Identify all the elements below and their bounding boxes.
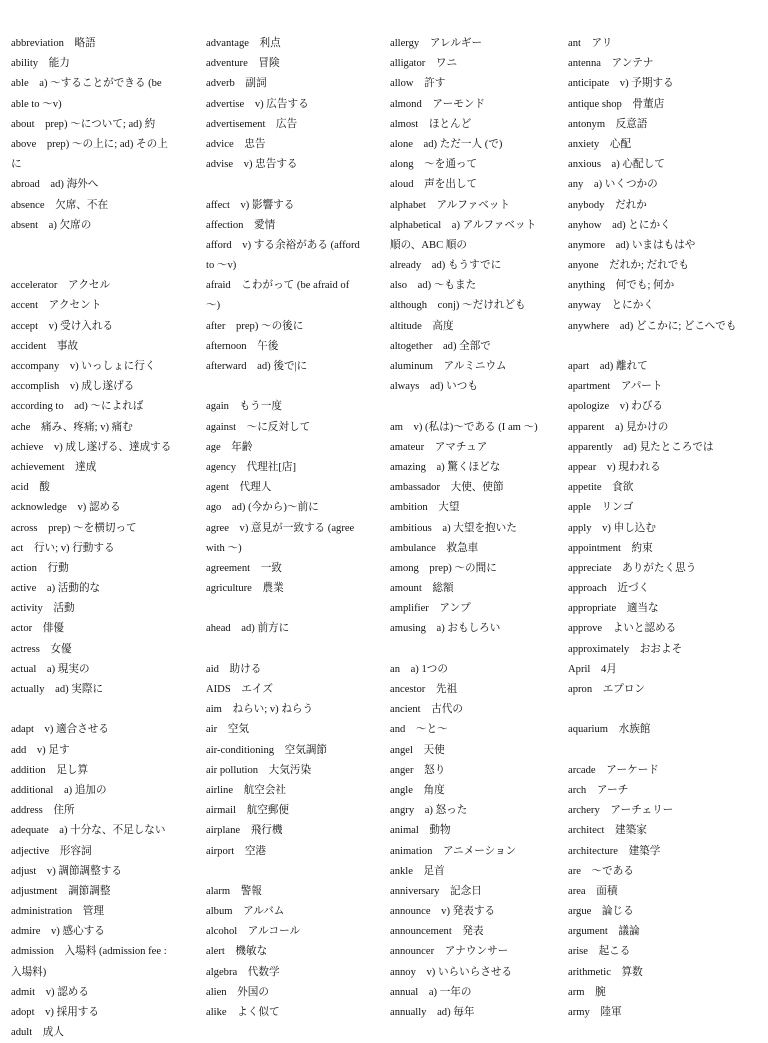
vocab-entry-line: approach 近づく	[568, 583, 650, 595]
vocab-entry-line: accident 事故	[11, 340, 79, 352]
vocab-entry-line: adventure 冒険	[206, 58, 280, 70]
vocab-entry-line: anniversary 記念日	[390, 885, 482, 897]
vocab-entry-line	[206, 640, 386, 660]
vocab-entry-line: again もう一度	[206, 401, 282, 413]
vocab-entry-line: anticipate v) 予期する	[568, 78, 674, 90]
vocab-entry-line: amusing a) おもしろい	[390, 623, 501, 635]
vocab-entry-line: apple リンゴ	[568, 502, 634, 514]
vocab-entry-line: airport 空港	[206, 845, 267, 857]
vocab-entry-line: appropriate 適当な	[568, 603, 659, 615]
vocab-entry-line: adjective 形容詞	[11, 845, 92, 857]
vocab-entry-line: annoy v) いらいらさせる	[390, 966, 513, 978]
vocab-entry-line: already ad) もうすでに	[390, 260, 502, 272]
vocab-entry-line: architect 建築家	[568, 825, 647, 837]
vocab-entry-line: apply v) 申し込む	[568, 522, 656, 534]
vocab-entry-line: alone ad) ただ一人 (で)	[390, 138, 503, 150]
vocab-entry-line: action 行動	[11, 562, 69, 574]
vocab-entry-line: acid 酸	[11, 482, 50, 494]
vocab-entry-line: advice 忠告	[206, 138, 266, 150]
vocab-entry-line: aquarium 水族館	[568, 724, 651, 736]
vocab-entry-line: actual a) 現実の	[11, 663, 90, 675]
vocab-entry-line: address 住所	[11, 805, 75, 817]
vocab-entry-line: accent アクセント	[11, 300, 102, 312]
vocab-entry-line: accompany v) いっしょに行く	[11, 361, 156, 372]
vocab-entry-line: animal 動物	[390, 825, 451, 837]
vocab-entry-line: admit v) 認める	[11, 986, 89, 998]
vocab-entry-line: antique shop 骨董店	[568, 98, 665, 110]
vocab-entry-line: affection 愛情	[206, 219, 276, 231]
vocab-entry-line: alcohol アルコール	[206, 926, 301, 938]
vocab-entry-line: and ～と～	[390, 724, 448, 736]
vocab-entry-line: ancestor 先祖	[390, 684, 458, 695]
vocab-entry-line: additional a) 追加の	[11, 784, 107, 796]
vocab-entry-line: aloud 声を出して	[390, 179, 478, 191]
vocab-entry-line: ache 痛み、疼痛; v) 痛む	[11, 421, 133, 433]
vocab-entry-line: apologize v) わびる	[568, 401, 664, 413]
vocab-entry-line: arch アーチ	[568, 784, 629, 796]
vocab-entry-line: alike よく似て	[206, 1007, 280, 1018]
vocab-entry-line: agriculture 農業	[206, 583, 284, 595]
vocab-entry-line: aid 助ける	[206, 663, 262, 675]
vocab-entry-line: air pollution 大気汚染	[206, 764, 312, 776]
vocab-entry-line	[11, 256, 193, 276]
vocab-entry-line: able a) ～することができる (be	[11, 78, 162, 90]
vocab-entry-line	[206, 862, 386, 882]
vocab-entry-line: addition 足し算	[11, 764, 89, 776]
vocab-entry-line: advertise v) 広告する	[206, 98, 309, 110]
vocab-entry-line: adverb 副詞	[206, 78, 267, 90]
vocab-entry-line: anybody だれか	[568, 199, 647, 211]
vocab-entry-line: arcade アーケード	[568, 764, 659, 776]
vocab-entry-line: with ～)	[206, 542, 242, 554]
word-column-3	[390, 34, 562, 1023]
vocab-entry-line: altitude 高度	[390, 320, 454, 332]
vocab-entry-line: are ～である	[568, 865, 634, 877]
vocab-entry-line: annually ad) 毎年	[390, 1007, 475, 1018]
vocab-entry-line: afraid こわがって (be afraid of	[206, 280, 350, 292]
vocab-entry-line: alert 機敏な	[206, 946, 268, 958]
vocab-entry-line: AIDS エイズ	[206, 684, 273, 695]
vocab-entry-line: adjust v) 調節調整する	[11, 865, 122, 877]
vocab-entry-line: advantage 利点	[206, 38, 281, 49]
vocab-entry-line: absence 欠席、不在	[11, 199, 109, 211]
vocab-entry-line: an a) 1つの	[390, 663, 448, 675]
vocab-entry-line: anywhere ad) どこかに; どこへでも	[568, 320, 737, 332]
vocab-entry-line: actually ad) 実際に	[11, 684, 104, 695]
vocab-entry-line	[206, 175, 386, 195]
vocab-entry-line: anxious a) 心配して	[568, 159, 665, 171]
vocab-entry-line: across prep) ～を横切って	[11, 522, 137, 534]
vocab-entry-line: any a) いくつかの	[568, 179, 658, 191]
vocab-entry-line: accelerator アクセル	[11, 280, 111, 292]
vocab-entry-line: abbreviation 略語	[11, 38, 96, 49]
vocab-entry-line: apartment アパート	[568, 381, 663, 393]
vocab-entry-line: able to ～v)	[11, 98, 62, 110]
vocab-entry-line: appetite 食欲	[568, 482, 634, 494]
vocab-entry-line: angel 天使	[390, 744, 445, 756]
vocab-entry-line: argue 論じる	[568, 906, 634, 918]
vocab-entry-line	[568, 741, 764, 761]
vocab-entry-line: although conj) ～だけれども	[390, 300, 526, 312]
vocab-entry-line: amazing a) 驚くほどな	[390, 461, 501, 473]
vocab-entry-line: arithmetic 算数	[568, 966, 643, 978]
vocab-entry-line: abroad ad) 海外へ	[11, 179, 99, 191]
vocab-entry-line: to ～v)	[206, 260, 237, 272]
vocab-entry-line: alarm 警報	[206, 885, 262, 897]
vocab-entry-line: administration 管理	[11, 906, 104, 918]
vocab-entry-line: aluminum アルミニウム	[390, 361, 507, 372]
vocab-entry-line: amplifier アンプ	[390, 603, 471, 615]
vocab-entry-line: alphabetical a) アルファベット	[390, 219, 537, 231]
vocab-entry-line: against ～に反対して	[206, 421, 311, 433]
vocab-entry-line: also ad) ～もまた	[390, 280, 477, 292]
vocab-entry-line: arm 腕	[568, 986, 606, 998]
vocab-entry-line: に	[11, 159, 22, 171]
vocab-entry-line: adopt v) 採用する	[11, 1007, 99, 1018]
vocab-entry-line: above prep) ～の上に; ad) その上	[11, 138, 168, 150]
vocab-entry-line: ambition 大望	[390, 502, 460, 514]
vocab-entry-line: admire v) 感心する	[11, 926, 105, 938]
vocab-entry-line: ambitious a) 大望を抱いた	[390, 522, 517, 534]
vocab-entry-line: adapt v) 適合させる	[11, 724, 109, 736]
vocab-entry-line: ant アリ	[568, 38, 613, 49]
vocab-entry-line: architecture 建築学	[568, 845, 661, 857]
vocab-entry-line: agree v) 意見が一致する (agree	[206, 522, 355, 534]
vocab-entry-line: accomplish v) 成し遂げる	[11, 381, 135, 393]
vocab-entry-line: 入場料)	[11, 966, 47, 978]
vocab-entry-line: alligator ワニ	[390, 58, 458, 70]
vocab-entry-line	[11, 236, 193, 256]
vocab-entry-line	[568, 700, 764, 720]
vocab-entry-line: anyone だれか; だれでも	[568, 260, 689, 272]
vocab-entry-line: algebra 代数学	[206, 966, 280, 978]
vocab-entry-line: allow 許す	[390, 78, 446, 90]
vocab-entry-line: airmail 航空郵便	[206, 805, 289, 817]
vocab-entry-line: anymore ad) いまはもはや	[568, 239, 696, 251]
vocab-entry-line: announce v) 発表する	[390, 906, 496, 918]
word-column-4	[568, 34, 764, 1023]
vocab-entry-line	[206, 599, 386, 619]
vocab-entry-line: absent a) 欠席の	[11, 219, 92, 231]
vocab-entry-line: am v) (私は)～である (I am ～)	[390, 421, 538, 433]
vocab-entry-line: ancient 古代の	[390, 704, 463, 716]
vocab-entry-line: approximately おおよそ	[568, 643, 683, 655]
vocab-entry-line: always ad) いつも	[390, 381, 478, 393]
vocab-entry-line: agreement 一致	[206, 562, 282, 574]
vocab-entry-line: apron エプロン	[568, 684, 646, 695]
vocab-entry-line: aim ねらい; v) ねらう	[206, 704, 314, 716]
vocab-entry-line: alphabet アルファベット	[390, 199, 510, 211]
vocab-entry-line: afford v) する余裕がある (afford	[206, 239, 360, 251]
vocab-entry-line	[11, 700, 193, 720]
vocab-entry-line: age 年齢	[206, 441, 253, 453]
vocab-entry-line: acknowledge v) 認める	[11, 502, 121, 514]
vocab-entry-line: act 行い; v) 行動する	[11, 542, 115, 554]
vocab-entry-line: 順の、ABC 順の	[390, 239, 467, 251]
vocab-entry-line: appear v) 現われる	[568, 461, 661, 473]
vocab-entry-line: achievement 達成	[11, 461, 97, 473]
vocab-entry-line: approve よいと認める	[568, 623, 677, 635]
vocab-entry-line: appointment 約束	[568, 542, 653, 554]
vocab-entry-line: ambassador 大使、使節	[390, 482, 504, 494]
vocab-entry-line: area 面積	[568, 885, 618, 897]
vocab-entry-line: actress 女優	[11, 643, 72, 655]
vocab-entry-line: ability 能力	[11, 58, 70, 70]
vocab-entry-line: antonym 反意語	[568, 118, 648, 130]
vocab-entry-line: announcement 発表	[390, 926, 484, 938]
vocab-entry-line: angle 角度	[390, 784, 445, 796]
vocab-entry-line: advertisement 広告	[206, 118, 298, 130]
vocab-entry-line: advise v) 忠告する	[206, 159, 298, 171]
vocab-entry-line: announcer アナウンサー	[390, 946, 509, 958]
vocab-entry-line	[206, 377, 386, 397]
vocab-entry-line: arise 起こる	[568, 946, 631, 958]
vocab-entry-line: after prep) ～の後に	[206, 320, 304, 332]
word-column-1	[11, 34, 193, 1043]
vocab-entry-line: anyway とにかく	[568, 300, 654, 312]
vocab-entry-line: anxiety 心配	[568, 138, 631, 150]
vocab-entry-line: apart ad) 離れて	[568, 361, 648, 372]
vocab-entry-line: anger 怒り	[390, 764, 446, 776]
vocab-entry-line: accept v) 受け入れる	[11, 320, 114, 332]
vocab-entry-line: animation アニメーション	[390, 845, 517, 857]
vocab-entry-line	[390, 640, 562, 660]
vocab-entry-line: almost ほとんど	[390, 118, 472, 130]
vocab-entry-line: airline 航空会社	[206, 784, 287, 796]
vocab-entry-line: allergy アレルギー	[390, 38, 483, 49]
vocab-entry-line: airplane 飛行機	[206, 825, 283, 837]
vocab-entry-line: add v) 足す	[11, 744, 70, 756]
vocab-entry-line: antenna アンテナ	[568, 58, 654, 70]
vocab-entry-line: ahead ad) 前方に	[206, 623, 290, 635]
vocab-entry-line: agent 代理人	[206, 482, 272, 494]
vocab-entry-line: adjustment 調節調整	[11, 885, 111, 897]
vocab-entry-line: appreciate ありがたく思う	[568, 562, 697, 574]
vocab-entry-line: afterward ad) 後で|に	[206, 361, 308, 372]
vocab-entry-line: annual a) 一年の	[390, 986, 472, 998]
vocab-entry-line: apparent a) 見かけの	[568, 421, 669, 433]
vocab-entry-line: army 陸軍	[568, 1007, 622, 1018]
vocab-entry-line: anyhow ad) とにかく	[568, 219, 671, 231]
vocab-entry-line: adult 成人	[11, 1027, 64, 1039]
vocab-entry-line	[390, 397, 562, 417]
vocab-entry-line: about prep) ～について; ad) 約	[11, 118, 156, 130]
vocab-entry-line: achieve v) 成し遂げる、達成する	[11, 441, 172, 453]
word-column-2	[206, 34, 386, 1023]
vocab-entry-line: alien 外国の	[206, 986, 269, 998]
vocab-entry-line: activity 活動	[11, 603, 75, 615]
vocab-entry-line: affect v) 影響する	[206, 199, 295, 211]
vocab-entry-line: among prep) ～の間に	[390, 562, 497, 574]
vocab-entry-line: ago ad) (今から)～前に	[206, 502, 319, 514]
vocab-entry-line: apparently ad) 見たところでは	[568, 441, 714, 453]
vocab-entry-line: argument 議論	[568, 926, 640, 938]
vocab-entry-line: air 空気	[206, 724, 249, 736]
vocab-entry-line	[568, 337, 764, 357]
vocab-entry-line: almond アーモンド	[390, 98, 486, 110]
vocab-entry-line: album アルバム	[206, 906, 285, 918]
vocab-entry-line: amateur アマチュア	[390, 441, 488, 453]
vocab-entry-line: anything 何でも; 何か	[568, 280, 675, 292]
vocab-entry-line: along ～を通って	[390, 159, 478, 171]
vocab-entry-line: April 4月	[568, 663, 617, 675]
vocab-entry-line: archery アーチェリー	[568, 805, 674, 817]
vocab-entry-line: ～)	[206, 300, 221, 312]
vocab-entry-line: angry a) 怒った	[390, 805, 468, 817]
vocab-entry-line: admission 入場料 (admission fee :	[11, 946, 167, 958]
vocab-entry-line: actor 俳優	[11, 623, 64, 635]
vocab-entry-line: ankle 足首	[390, 865, 445, 877]
vocab-entry-line: according to ad) ～によれば	[11, 401, 144, 413]
vocab-entry-line: active a) 活動的な	[11, 583, 101, 595]
vocab-entry-line: adequate a) 十分な、不足しない	[11, 825, 166, 837]
vocab-entry-line: amount 総額	[390, 583, 454, 595]
vocab-entry-line: air-conditioning 空気調節	[206, 744, 328, 756]
vocab-entry-line: afternoon 午後	[206, 340, 279, 352]
vocab-entry-line: altogether ad) 全部で	[390, 340, 491, 352]
vocab-entry-line: agency 代理社[店]	[206, 461, 297, 473]
vocab-entry-line: ambulance 救急車	[390, 542, 479, 554]
